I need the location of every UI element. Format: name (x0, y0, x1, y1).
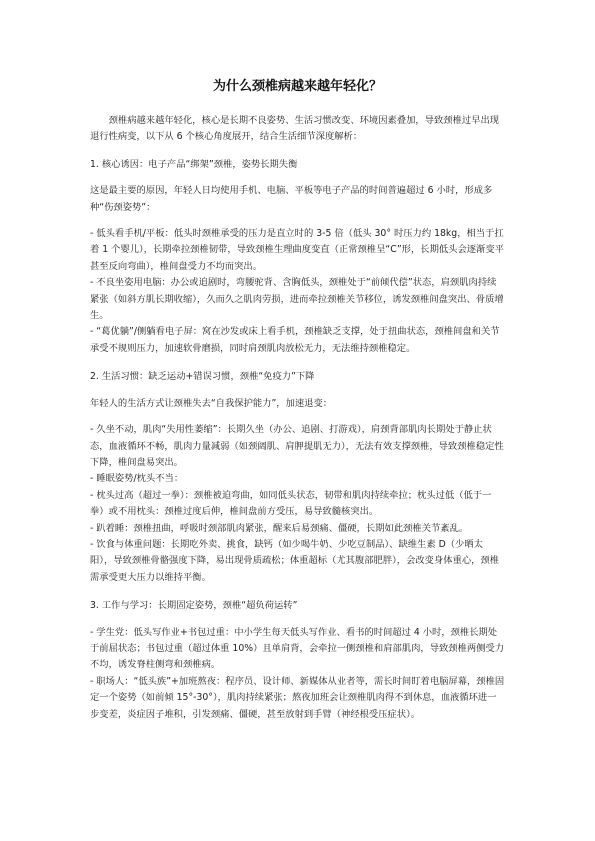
document-title: 为什么颈椎病越来越年轻化？ (212, 79, 382, 94)
list-item: - 职场人：“低头族”+加班熬夜：程序员、设计师、新媒体从业者等，需长时间盯着电脑屏幕，颈椎固定一个姿势（如前倾 15°-30°），肌肉持续紧张；熬夜加班会让颈椎肌肉得不到休息，血液循环进一步变差，炎症因子堆积，引发颈痛、僵硬，甚至放射到手臂（神经根受压症状）。 (90, 675, 505, 720)
intro-paragraph: 颈椎病越来越年轻化，核心是长期不良姿势、生活习惯改变、环境因素叠加，导致颈椎过早出现退行性病变，以下从 6 个核心角度展开，结合生活细节深度解析： (90, 115, 500, 143)
list-item: - “葛优躺”/侧躺看电子屏：窝在沙发或床上看手机，颈椎缺乏支撑，处于扭曲状态，颈椎间盘和关节承受不规则压力，加速软骨磨损，同时肩颈肌肉放松无力，无法维持颈椎稳定。 (90, 326, 500, 354)
section-2-heading: 2. 生活习惯：缺乏运动+错误习惯，颈椎“免疫力”下降 (90, 371, 315, 383)
section-3-list (90, 625, 505, 723)
section-3-heading: 3. 工作与学习：长期固定姿势，颈椎“超负荷运转” (90, 600, 298, 612)
list-item: - 学生党：低头写作业+书包过重：中小学生每天低头写作业、看书的时间超过 4 小时，颈椎长期处于前屈状态；书包过重（超过体重 10%）且单肩背，会牵拉一侧颈椎和肩部肌肉，导致颈椎两侧受力不均，诱发脊柱侧弯和颈椎病。 (90, 626, 505, 671)
list-item: - 不良坐姿用电脑：办公或追剧时，弯腰驼背、含胸低头，颈椎处于“前倾代偿”状态，肩颈肌肉持续紧张（如斜方肌长期收缩），久而久之肌肉劳损，进而牵拉颈椎关节移位，诱发颈椎间盘突出、骨质增生。 (90, 277, 504, 322)
list-item: - 睡眠姿势/枕头不当： (90, 473, 184, 485)
list-item: - 趴着睡：颈椎扭曲，呼吸时颈部肌肉紧张，醒来后易颈痛、僵硬，长期如此颈椎关节紊乱。 (90, 522, 469, 534)
list-item: - 饮食与体重问题：长期吃外卖、挑食，缺钙（如少喝牛奶、少吃豆制品）、缺维生素 D（少晒太阳），导致颈椎骨骼强度下降，易出现骨质疏松；体重超标（尤其腹部肥胖），会改变身体重心，颈椎需承受更大压力以维持平衡。 (90, 538, 500, 583)
section-1-paragraph: 这是最主要的原因，年轻人日均使用手机、电脑、平板等电子产品的时间普遍超过 6 小时，形成多种“伤颈姿势”： (90, 185, 493, 213)
section-1-heading: 1. 核心诱因：电子产品“绑架”颈椎，姿势长期失衡 (90, 158, 298, 170)
list-item: - 低头看手机/平板：低头时颈椎承受的压力是直立时的 3-5 倍（低头 30° 时压力约 18kg，相当于扛着 1 个婴儿），长期牵拉颈椎韧带，导致颈椎生理曲度变直（正常颈椎呈“C”形，长期低头会逐渐变平甚至反向弯曲），椎间盘受力不均而突出。 (90, 228, 504, 272)
section-1-list (90, 226, 505, 357)
section-2-paragraph: 年轻人的生活方式让颈椎失去“自我保护能力”，加速退变： (90, 397, 333, 409)
section-2-list (90, 422, 505, 586)
list-item: - 枕头过高（超过一拳）：颈椎被迫弯曲，如同低头状态，韧带和肌肉持续牵拉；枕头过低（低于一拳）或不用枕头：颈椎过度后伸，椎间盘前方受压，易导致髓核突出。 (90, 489, 492, 518)
list-item: - 久坐不动，肌肉“失用性萎缩”：长期久坐（办公、追剧、打游戏），肩颈背部肌肉长期处于静止状态，血液循环不畅，肌肉力量减弱（如颈阔肌、肩胛提肌无力），无法有效支撑颈椎，导致颈椎稳定性下降，椎间盘易突出。 (90, 424, 504, 468)
